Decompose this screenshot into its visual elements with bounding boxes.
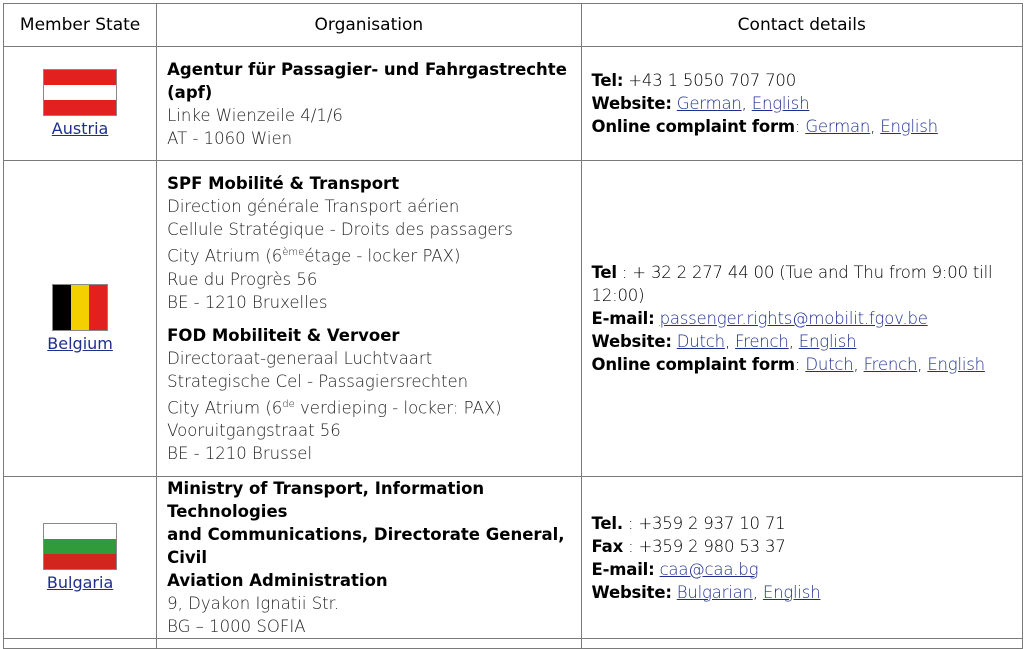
website-link-dutch[interactable]: Dutch <box>676 332 725 351</box>
website-link-english[interactable]: English <box>798 332 857 351</box>
tel-value: +43 1 5050 707 700 <box>623 71 796 90</box>
member-state-cell <box>4 477 157 639</box>
fax-line <box>592 535 1022 558</box>
member-state-cell <box>4 639 157 649</box>
website-link-german[interactable]: German <box>676 94 742 113</box>
member-state-cell <box>4 47 157 161</box>
flag-stripe <box>53 285 71 330</box>
flag-stripe <box>71 285 89 330</box>
org-name: FOD Mobiliteit & Vervoer <box>167 325 400 345</box>
table-row-partial <box>4 639 1023 649</box>
tel-line <box>592 69 1022 92</box>
header-organisation: Organisation <box>157 4 581 47</box>
tel-value: : + 32 2 277 44 00 (Tue and Thu from 9:00 till 12:00) <box>591 263 993 305</box>
address-line: Directoraat-generaal Luchtvaart <box>167 348 433 368</box>
header-member-state: Member State <box>4 4 157 47</box>
header-row <box>4 4 1023 47</box>
address-line: City Atrium (6de verdieping - locker: PAX) <box>167 398 502 417</box>
country-link-austria[interactable]: Austria <box>51 119 109 138</box>
member-states-table <box>3 3 1023 649</box>
organisation-cell <box>157 639 581 649</box>
website-link-english[interactable]: English <box>751 94 810 113</box>
website-line: Website: German, English <box>591 94 810 113</box>
org-name: Ministry of Transport, Information Technologies <box>167 479 485 521</box>
table-row-austria <box>4 47 1023 161</box>
flag-stripe <box>44 554 116 569</box>
tel-label: Tel <box>591 263 617 282</box>
website-label: Website: <box>591 332 672 351</box>
fax-value: : +359 2 980 53 37 <box>623 536 786 556</box>
email-link[interactable]: passenger.rights@mobilit.fgov.be <box>659 309 928 328</box>
member-state-cell <box>4 161 157 477</box>
contact-cell <box>581 47 1022 161</box>
email-label: E-mail: <box>591 559 655 579</box>
address-line: BG – 1000 SOFIA <box>167 617 306 636</box>
complaint-label: Online complaint form <box>591 117 795 136</box>
email-line <box>592 558 1022 581</box>
flag-stripe <box>44 539 116 554</box>
tel-value: : +359 2 937 10 71 <box>622 513 786 533</box>
country-link-belgium[interactable]: Belgium <box>47 334 113 353</box>
flag-stripe <box>89 285 107 330</box>
email-link[interactable]: caa@caa.bg <box>659 559 759 579</box>
flag-stripe <box>44 524 116 539</box>
website-label: Website: <box>591 582 672 602</box>
address-line: 9, Dyakon Ignatii Str. <box>167 594 340 613</box>
belgium-flag-icon <box>52 284 108 331</box>
address-line: Vooruitgangstraat 56 <box>167 421 341 440</box>
address-line: BE - 1210 Brussel <box>167 444 313 463</box>
org-name: Aviation Administration <box>167 571 388 590</box>
org-name: and Communications, Directorate General, Civil <box>167 525 565 567</box>
tel-label: Tel. <box>591 513 623 533</box>
address-line: City Atrium (6èmeétage - locker PAX) <box>167 246 461 266</box>
flag-stripe <box>44 85 116 100</box>
austria-flag-icon <box>43 69 117 116</box>
country-link-bulgaria[interactable]: Bulgaria <box>46 573 114 592</box>
contact-cell <box>581 161 1022 477</box>
complaint-link-english[interactable]: English <box>927 355 985 374</box>
organisation-cell <box>157 477 581 639</box>
address-line: Cellule Stratégique - Droits des passagers <box>167 220 513 239</box>
bulgaria-flag-icon <box>43 523 117 570</box>
complaint-label: Online complaint form <box>591 355 795 374</box>
tel-line <box>592 261 1022 307</box>
organisation-cell <box>157 161 581 477</box>
website-link-french[interactable]: French <box>735 332 789 351</box>
contact-cell <box>581 477 1022 639</box>
complaint-line: Online complaint form: Dutch, French, English <box>591 355 985 374</box>
table-row-belgium <box>4 161 1023 477</box>
tel-label: Tel: <box>591 71 624 90</box>
org-name: Agentur für Passagier- und Fahrgastrechte (apf) <box>167 59 567 102</box>
organisation-cell <box>157 47 581 161</box>
website-link-bulgarian[interactable]: Bulgarian <box>676 582 753 602</box>
fax-label: Fax <box>591 536 624 556</box>
address-line: Rue du Progrès 56 <box>167 269 318 289</box>
org-name: SPF Mobilité & Transport <box>167 174 400 193</box>
contact-cell <box>581 639 1022 649</box>
address-line: AT - 1060 Wien <box>167 128 293 148</box>
complaint-link-english[interactable]: English <box>880 117 938 136</box>
email-label: E-mail: <box>591 309 655 328</box>
complaint-link-french[interactable]: French <box>863 355 918 374</box>
website-link-english[interactable]: English <box>762 582 821 602</box>
complaint-link-german[interactable]: German <box>805 117 871 136</box>
email-line <box>592 307 1022 330</box>
address-line: BE - 1210 Bruxelles <box>167 292 328 312</box>
address-line: Linke Wienzeile 4/1/6 <box>167 105 343 125</box>
website-label: Website: <box>591 94 672 113</box>
complaint-line: Online complaint form: German, English <box>591 117 938 136</box>
flag-stripe <box>44 100 116 115</box>
table-row-bulgaria <box>4 477 1023 639</box>
address-line: Strategische Cel - Passagiersrechten <box>167 371 469 391</box>
complaint-link-dutch[interactable]: Dutch <box>805 355 854 374</box>
website-line: Website: Bulgarian, English <box>591 582 821 602</box>
header-contact-details: Contact details <box>581 4 1022 47</box>
tel-line <box>592 512 1022 535</box>
website-line: Website: Dutch, French, English <box>591 332 857 351</box>
flag-stripe <box>44 70 116 85</box>
address-line: Direction générale Transport aérien <box>167 197 460 216</box>
